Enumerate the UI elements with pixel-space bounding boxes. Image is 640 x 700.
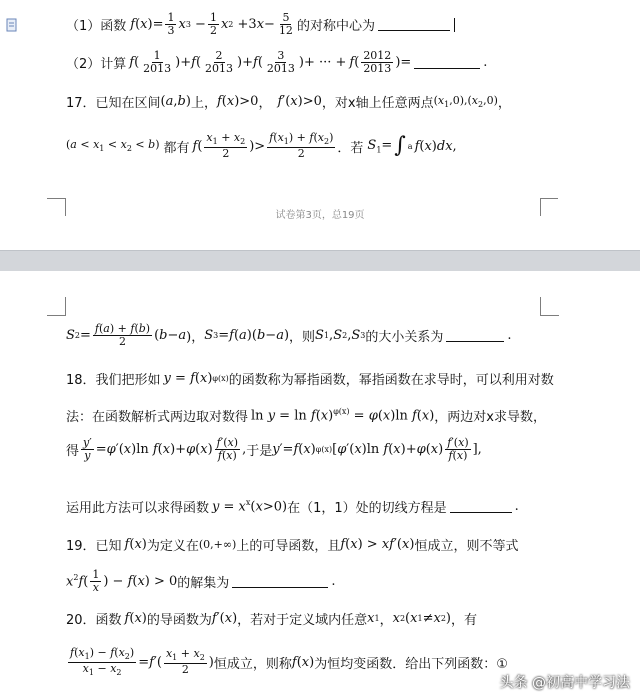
s2-tail: 的大小关系为 bbox=[365, 330, 444, 346]
question-18-line-1: 18．我们把形如 y = f ( x ) φ(x) 的函数称为幂指函数，幂指函数在求导时，可以利用对数 bbox=[66, 371, 554, 388]
watermark: 头条 @初高中学习法 bbox=[499, 675, 630, 691]
q17-line1-c: ，对x轴上任意两点 bbox=[321, 96, 434, 111]
q19-line2-b: 的解集为 bbox=[177, 576, 230, 592]
question-16-part-1: （1）函数 f ( x )= $\frac{1}{3}$ x 3 − $\frac{1}{2}$ x 2 +3 x − $\frac{5}{12}$ 的对称中心为 bbox=[66, 12, 455, 37]
q20-line1-a: 20．函数 bbox=[66, 613, 122, 628]
document-page-upper bbox=[0, 0, 640, 250]
question-18-line-2: 法：在函数解析式两边取对数得 $\ln y = \ln f(x)^{\varphi(x)} = \varphi(x)\ln$ f(x) ，两边对x求导数， bbox=[66, 407, 546, 425]
q18-line2-a: 法：在函数解析式两边取对数得 bbox=[66, 410, 249, 425]
q18-line3-a: 得 bbox=[66, 444, 80, 460]
q16-2-prefix: （2）计算 bbox=[66, 57, 127, 73]
q19-line1-d: 恒成立，则不等式 bbox=[414, 539, 519, 554]
q20-line1-b: 的导函数为 bbox=[146, 613, 212, 628]
q18-line3-b: 于是 bbox=[246, 444, 273, 460]
document-icon[interactable] bbox=[6, 18, 18, 32]
q18-line2-b: ，两边对x求导数， bbox=[434, 410, 546, 425]
s2-s3-line: S 2 = $\frac{f(a) + f(b)}{2}$ ( b − a )， S 3 = f ( a )( b − a ) ，则 S 1 , S 2 , S 3 的大小关系为 . bbox=[66, 322, 512, 349]
answer-blank-19[interactable] bbox=[232, 575, 328, 588]
q18-line4-a: 运用此方法可以求得函数 bbox=[66, 501, 210, 516]
q19-line1-c: 上的可导函数，且 bbox=[236, 539, 341, 554]
answer-blank-16-1[interactable] bbox=[378, 18, 450, 31]
question-17-line-2: $(a < x_1 < x_2 < b)$ 都有 f ( $\frac{x_1 + x_2}{2}$ )> $\frac{f(x_1) + f(x_2)}{2}$ ．若 $S_1=$ ∫ a f ( x ) dx , bbox=[66, 131, 457, 160]
answer-blank-16-2[interactable] bbox=[414, 56, 480, 69]
q16-1-prefix: （1）函数 bbox=[66, 19, 127, 35]
question-20-line-2: $\frac{f(x_1) - f(x_2)}{x_1 - x_2}$ = f ′( $\frac{x_1 + x_2}{2}$ ) 恒成立，则称 f ( x ) 为恒均变函数．给出下列函数：① bbox=[70, 646, 508, 678]
q20-line2-b: 恒成立，则称 bbox=[213, 656, 292, 672]
q20-line1-c: ，若对于定义域内任意 bbox=[237, 613, 368, 628]
question-19-line-2: $x^2f$( $\frac{1}{x}$ ) − f(x) > 0 的解集为 . bbox=[66, 568, 336, 595]
q18-line4-b: 在（1，1）处的切线方程是 bbox=[287, 501, 447, 516]
q17-line1-b: 上， bbox=[190, 96, 217, 111]
q16-2-dots: + ··· + bbox=[303, 55, 347, 71]
text-cursor bbox=[454, 18, 455, 32]
q20-line2-c: 为恒均变函数．给出下列函数：① bbox=[314, 656, 508, 672]
page-corner-mark bbox=[540, 297, 559, 316]
page-corner-mark bbox=[47, 198, 65, 199]
q16-2-period: . bbox=[483, 55, 488, 71]
q18-line1-b: 的函数称为幂指函数，幂指函数在求导时，可以利用对数 bbox=[228, 373, 554, 388]
q17-line1-a: 17．已知在区间 bbox=[66, 96, 161, 111]
question-16-part-2: （2）计算 f ( $\frac{1}{2013}$ )+ f ( $\frac{2}{2013}$ )+ f ( $\frac{3}{2013}$ ) + ··· + f ( $\frac{2012}{2013}$ )= . bbox=[66, 49, 488, 76]
question-18-line-4: 运用此方法可以求得函数 $y = x^x(x>0)$ 在（1，1）处的切线方程是 . bbox=[66, 498, 519, 516]
page-corner-mark bbox=[47, 297, 66, 316]
q18-line1-a: 18．我们把形如 bbox=[66, 373, 161, 388]
page-corner-mark bbox=[540, 198, 558, 199]
page-gap bbox=[0, 250, 640, 272]
q16-1-mid: 的对称中心为 bbox=[296, 19, 375, 35]
question-20-line-1: 20．函数 f ( x ) 的导函数为 f ′( x ) ，若对于定义域内任意 x 1 ， x 2 ( x 1 ≠ x 2 ) ，有 bbox=[66, 611, 477, 628]
answer-blank-17[interactable] bbox=[446, 329, 504, 342]
q20-line1-d: ，有 bbox=[450, 613, 477, 628]
page-footer: 试卷第3页，总19页 bbox=[275, 210, 365, 221]
q17-line2-c: ．若 bbox=[337, 140, 364, 156]
q17-line2-b: 都有 bbox=[163, 140, 190, 156]
question-19-line-1: 19．已知 f ( x ) 为定义在 (0,+∞) 上的可导函数，且 f(x) > xf′(x) 恒成立，则不等式 bbox=[66, 537, 519, 554]
answer-blank-18[interactable] bbox=[450, 500, 512, 513]
s2-end: ，则 bbox=[289, 330, 316, 346]
question-18-line-3: 得 $\frac{y'}{y}$ = φ ′( x )ln f ( x )+ φ ( x ) $\frac{f'(x)}{f(x)}$ , 于是 y ′= f ( x ) φ(x) [ φ ′( x )ln f ( x )+ φ ( x ) $\frac{f'(x)}{f(x)}$ ], bbox=[66, 436, 482, 463]
q19-line1-a: 19．已知 bbox=[66, 539, 122, 554]
question-17-line-1: 17．已知在区间 (a,b) 上， f(x)>0 ， f′(x)>0 ，对x轴上任意两点 $(x_1,0),(x_2,0)$ ， bbox=[66, 93, 511, 111]
document-page-lower bbox=[0, 271, 640, 700]
q19-line1-b: 为定义在 bbox=[146, 539, 199, 554]
